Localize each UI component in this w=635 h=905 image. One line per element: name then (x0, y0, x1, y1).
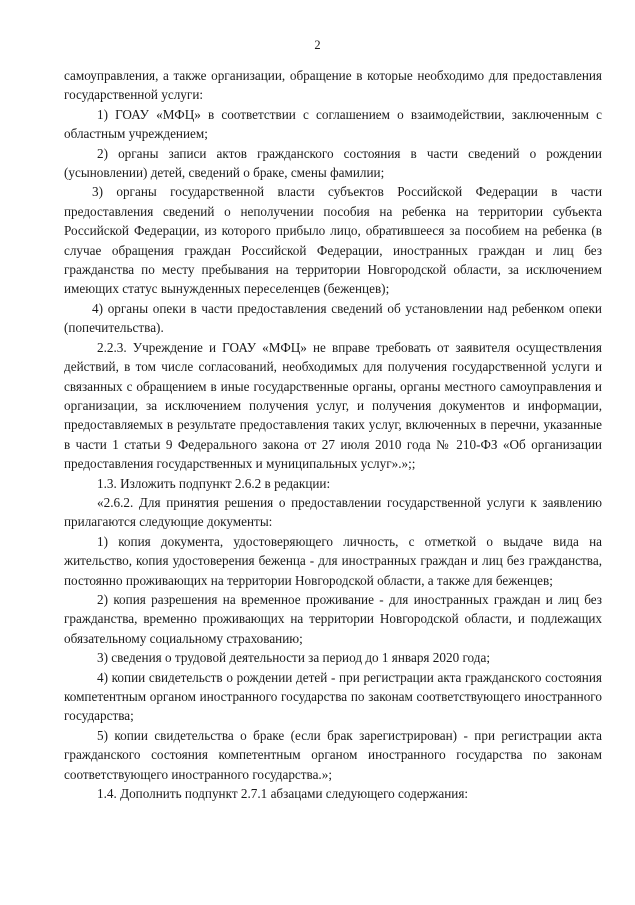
paragraph: 5) копии свидетельства о браке (если брак зарегистрирован) - при регистрации акта гражданского состояния компетентным органом иностранного государства по законам соответствующего иностранного государства.»; (64, 727, 602, 782)
paragraph: 3) органы государственной власти субъектов Российской Федерации в части предоставления сведений о неполучении пособия на ребенка на территории субъекта Российской Федерации, из которого прибыло лицо, обратившееся за пособием на ребенка (в случае обращения граждан Российской Федерации, иностранных граждан и лиц без гражданства по месту пребывания на территории Новгородской области, за исключением имеющих статус вынужденных переселенцев (беженцев); (64, 184, 602, 297)
paragraph: 2.2.3. Учреждение и ГОАУ «МФЦ» не вправе требовать от заявителя осуществления действий, в том числе согласований, необходимых для получения государственной услуги и связанных с обращением в иные государственные органы, органы местного самоуправления и организации, за исключением получения услуг, и получения документов и информации, предоставляемых в результате предоставления таких услуг, включенных в перечни, указанные в части 1 статьи 9 Федерального закона от 27 июля 2010 года № 210-ФЗ «Об организации предоставления государственных и муниципальных услуг».»;; (64, 339, 602, 472)
paragraph: 3) сведения о трудовой деятельности за период до 1 января 2020 года; (97, 650, 490, 666)
paragraph: 1) копия документа, удостоверяющего личность, с отметкой о выдаче вида на жительство, копия удостоверения беженца - для иностранных граждан и лиц без гражданства, постоянно проживающих на территории Новгородской области, а также для беженцев; (64, 533, 602, 588)
paragraph: 1.3. Изложить подпункт 2.6.2 в редакции: (97, 475, 331, 491)
paragraph: 2) органы записи актов гражданского состояния в части сведений о рождении (усыновлении) детей, сведений о браке, смены фамилии; (64, 145, 602, 181)
page-number: 2 (314, 38, 321, 52)
paragraph: 4) органы опеки в части предоставления сведений об установлении над ребенком опеки (попечительства). (64, 300, 602, 336)
paragraph: 1.4. Дополнить подпункт 2.7.1 абзацами следующего содержания: (97, 786, 469, 802)
paragraph: 1) ГОАУ «МФЦ» в соответствии с соглашением о взаимодействии, заключенным с областным учреждением; (64, 106, 602, 142)
paragraph: 2) копия разрешения на временное проживание - для иностранных граждан и лиц без гражданства, временно проживающих на территории Новгородской области, и подлежащих обязательному социальному страхованию; (64, 591, 602, 646)
paragraph: 4) копии свидетельств о рождении детей - при регистрации акта гражданского состояния компетентным органом иностранного государства по законам соответствующего иностранного государства; (64, 669, 602, 724)
paragraph: самоуправления, а также организации, обращение в которые необходимо для предоставления государственной услуги: (64, 68, 602, 103)
document-body (64, 66, 602, 803)
paragraph: «2.6.2. Для принятия решения о предоставлении государственной услуги к заявлению прилагаются следующие документы: (64, 494, 602, 530)
